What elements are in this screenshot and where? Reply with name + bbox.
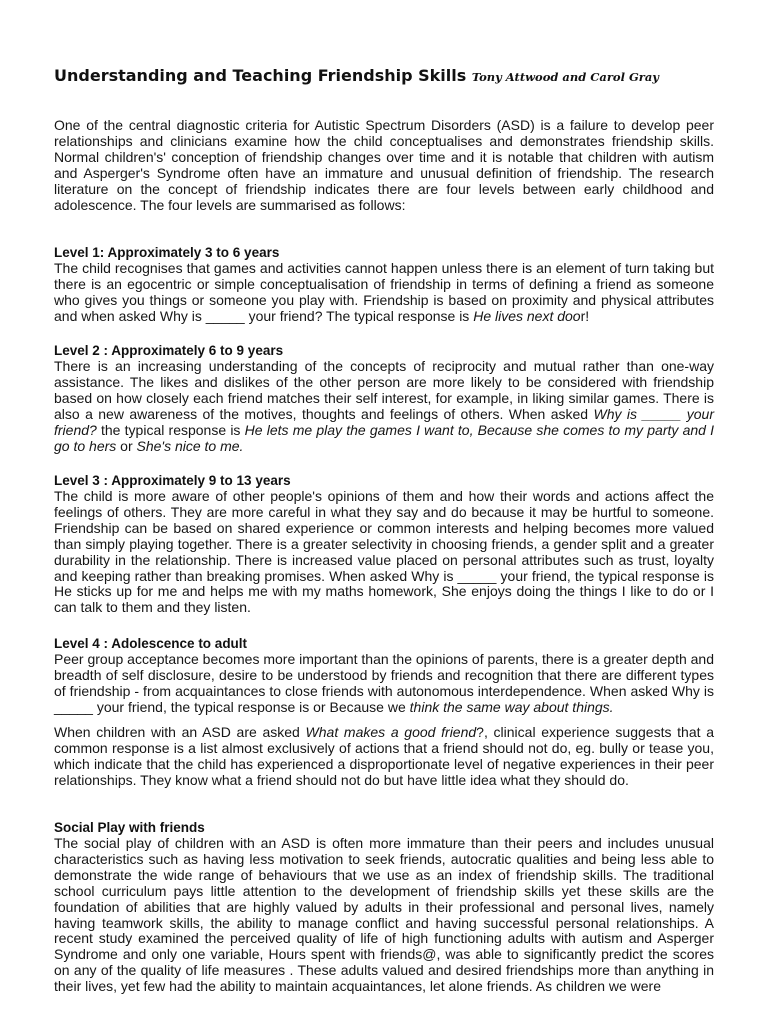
level-3-paragraph: The child is more aware of other people's opinions of them and how their words and actions affect the feelings of others. They are more careful in what they say and do because it may be hurtful to someone. Friendship can be based on shared experience or common interests and helping becomes more valued than simply playing together. There is a greater selectivity in choosing friends, a gender split and a greater durability in the relationship. There is increased value placed on personal attributes such as trust, loyalty and keeping rather than breaking promises. When asked Why is _____ your friend, the typical response is He sticks up for me and helps me with my maths homework, She enjoys doing the things I like to do or I can talk to them and they listen. [54,488,714,616]
page-title [54,66,659,85]
level-2-quote-2: She's nice to me. [136,437,244,454]
level-2-paragraph [54,359,714,454]
level-2-section [54,343,714,454]
level-1-text-end: r! [580,307,590,324]
level-1-quote: He lives next doo [473,307,581,324]
asd-paragraph [54,725,714,789]
level-2-quote-1: He lets me play the games I want to, Because she comes to my party and I go to hers [54,421,715,454]
intro-paragraph: One of the central diagnostic criteria for Autistic Spectrum Disorders (ASD) is a failure to develop peer relationships and clinicians examine how the child conceptualises and demonstrates friendship skills. Normal children's' conception of friendship changes over time and it is notable that children with autism and Asperger's Syndrome often have an immature and unusual definition of friendship. The research literature on the concept of friendship indicates there are four levels between early childhood and adolescence. The four levels are summarised as follows: [54,117,714,213]
level-3-heading: Level 3 : Approximately 9 to 13 years [54,473,291,488]
title-authors: Tony Attwood and Carol Gray [471,70,659,84]
level-4-section [54,636,714,716]
level-2-text-or: or [116,437,137,454]
asd-text: When children with an ASD are asked [54,724,306,740]
level-2-text-mid: the typical response is [96,421,245,438]
level-2-question: Why is _____ your friend? [54,405,714,438]
level-1-paragraph [54,261,714,325]
asd-section [54,725,714,789]
level-2-heading: Level 2 : Approximately 6 to 9 years [54,343,284,358]
level-4-paragraph [54,652,714,716]
level-1-heading: Level 1: Approximately 3 to 6 years [54,245,280,260]
social-play-section [54,820,714,995]
asd-text-end: ?, clinical experience suggests that a common response is a list almost exclusively of actions that a friend should not do, eg. bully or tease you, which indicate that the child has experienced a disproportionate level of negative experiences in their peer relationships. They know what a friend should not do but have little idea what they should do. [54,724,714,788]
level-1-section [54,245,714,325]
level-4-heading: Level 4 : Adolescence to adult [54,636,248,651]
asd-question: What makes a good friend [305,724,477,740]
title-main: Understanding and Teaching Friendship Skills [54,66,467,85]
level-4-text: Peer group acceptance becomes more important than the opinions of parents, there is a greater depth and breadth of self disclosure, desire to be understood by friends and recognition that there are different types of friendship - from acquaintances to close friends with autonomous interdependence. When asked Why is _____ your friend, the typical response is or Because we [54,651,714,715]
social-play-heading: Social Play with friends [54,820,205,835]
level-4-quote: think the same way about things. [409,698,614,715]
level-1-text: The child recognises that games and activities cannot happen unless there is an element of turn taking but there is an egocentric or simple conceptualisation of friendship in terms of defining a friend as someone who gives you things or someone you play with. Friendship is based on proximity and physical attributes and when asked Why is _____ your friend? The typical response is [54,260,714,324]
social-play-paragraph: The social play of children with an ASD is often more immature than their peers and includes unusual characteristics such as having less motivation to seek friends, autocratic qualities and being less able to demonstrate the wide range of behaviours that we use as an index of friendship skills. The traditional school curriculum pays little attention to the development of friendship skills yet these skills are the foundation of abilities that are highly valued by adults in their professional and personal lives, namely having teamwork skills, the ability to manage conflict and having successful personal relationships. A recent study examined the perceived quality of life of high functioning adults with autism and Asperger Syndrome and only one variable, Hours spent with friends@, was able to significantly predict the scores on any of the quality of life measures . These adults valued and desired friendships more than anything in their lives, yet few had the ability to maintain acquaintances, let alone friends. As children we were [54,835,714,995]
level-2-text: There is an increasing understanding of the concepts of reciprocity and mutual rather than one-way assistance. The likes and dislikes of the other person are more likely to be considered with friendship based on how closely each friend matches their self interest, for example, in liking similar games. There is also a new awareness of the motives, thoughts and feelings of others. When asked [54,358,714,422]
level-3-section [54,473,714,616]
